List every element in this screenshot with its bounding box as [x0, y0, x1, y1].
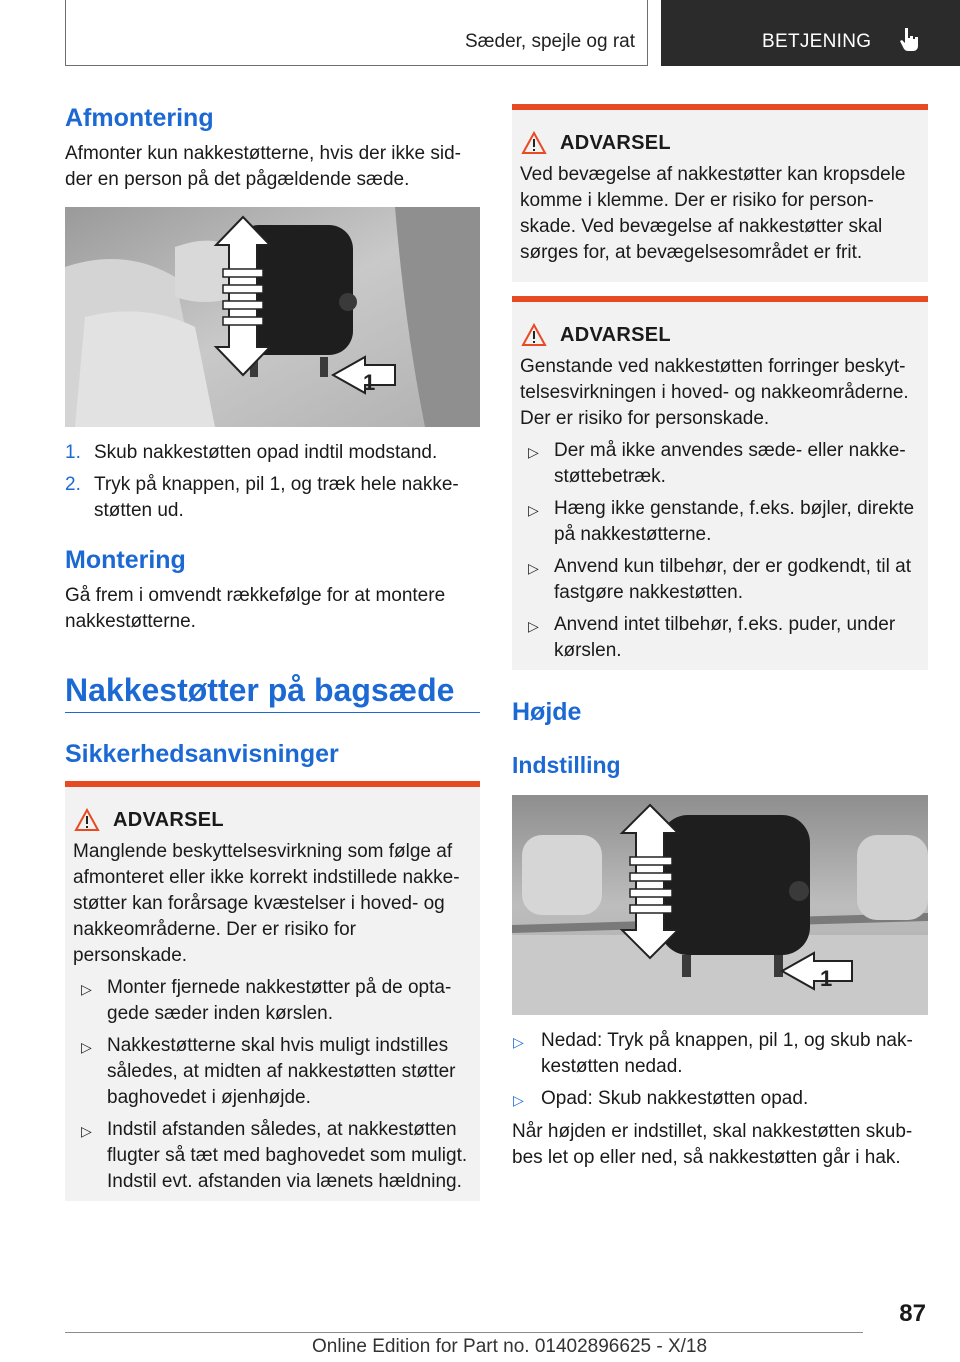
list-item: 1. Skub nakkestøtten opad indtil modstand.: [65, 442, 438, 463]
image2-callout: 1: [820, 966, 833, 991]
main-heading: Nakkestøtter på bagsæde: [65, 672, 455, 708]
heading-rule: [65, 712, 480, 713]
hojde-heading: Højde: [512, 698, 582, 726]
list-item: ▷ Anvend kun tilbehør, der er godkendt, til at fastgøre nakkestøtten.: [528, 556, 911, 603]
list-item: ▷ Hæng ikke genstande, f.eks. bøjler, direkte på nakkestøtterne.: [528, 498, 915, 545]
warning-box-objects: [512, 296, 928, 670]
page-number: 87: [899, 1300, 926, 1327]
warning-text: Manglende beskyttelsesvirkning som følge af afmonteret eller ikke korrekt indstillede nakkestøtter kan forårsage kvæstelser i hoved- og nakkeområderne. Der er risiko for personskade.: [73, 841, 460, 966]
triangle-bullet-icon: ▷: [513, 1092, 524, 1108]
safety-heading: Sikkerhedsanvisninger: [65, 740, 339, 768]
closing-text: Når højden er indstillet, skal nakkestøtten skubbes let op eller ned, så nakkestøtten går i hak.: [512, 1121, 913, 1168]
warning-title: ADVARSEL: [560, 132, 671, 154]
list-item: ▷ Nakkestøtterne skal hvis muligt indstilles således, at midten af nakkestøtten støtter baghovedet i øjenhøjde.: [81, 1035, 456, 1108]
list-item: ▷ Opad: Skub nakkestøtten opad.: [512, 1086, 928, 1112]
afmontering-text: Afmonter kun nakkestøtterne, hvis der ikke sidder en person på det pågældende sæde.: [65, 143, 461, 190]
header-chapter-title: BETJENING: [762, 31, 872, 52]
triangle-bullet-icon: ▷: [528, 618, 539, 634]
indstilling-heading: Indstilling: [512, 752, 621, 778]
triangle-bullet-icon: ▷: [528, 560, 539, 576]
headrest-height-image: [512, 795, 928, 1015]
warning-box-clamping: [512, 104, 928, 282]
removal-steps: [65, 440, 475, 530]
image1-callout: 1: [363, 370, 376, 395]
afmontering-heading: Afmontering: [65, 104, 214, 132]
warning-triangle-icon: [521, 323, 547, 347]
list-item: ▷ Der må ikke anvendes sæde- eller nakkestøttebetræk.: [528, 440, 906, 487]
triangle-bullet-icon: ▷: [528, 502, 539, 518]
warning-triangle-icon: [521, 131, 547, 155]
montering-heading: Montering: [65, 546, 186, 574]
height-steps: [512, 1028, 928, 1118]
montering-text: Gå frem i omvendt rækkefølge for at montere nakkestøtterne.: [65, 585, 446, 632]
headrest-removal-image: [65, 207, 480, 427]
header-section-title: Sæder, spejle og rat: [464, 31, 635, 52]
list-item: ▷ Monter fjernede nakkestøtter på de optagede sæder inden kørslen.: [81, 977, 452, 1024]
triangle-bullet-icon: ▷: [81, 981, 92, 997]
warning-title: ADVARSEL: [113, 809, 224, 831]
triangle-bullet-icon: ▷: [81, 1123, 92, 1139]
warning-title: ADVARSEL: [560, 324, 671, 346]
warning-text: Ved bevægelse af nakkestøtter kan kropsdele komme i klemme. Der er risiko for personskade. Ved bevægelse af nakkestøtter skal sørges for, at bevægelsesområdet er frit.: [520, 164, 906, 263]
pointing-hand-icon: [897, 26, 923, 52]
triangle-bullet-icon: ▷: [513, 1034, 524, 1050]
warning-box: [65, 781, 480, 1201]
footer-rule: [65, 1332, 863, 1333]
list-item: ▷ Nedad: Tryk på knappen, pil 1, og skub nakkestøtten nedad.: [513, 1030, 913, 1077]
warning-triangle-icon: [74, 808, 100, 832]
list-item: 2. Tryk på knappen, pil 1, og træk hele nakkestøtten ud.: [65, 474, 459, 521]
triangle-bullet-icon: ▷: [528, 444, 539, 460]
list-item: ▷ Anvend intet tilbehør, f.eks. puder, under kørslen.: [528, 614, 896, 661]
triangle-bullet-icon: ▷: [81, 1039, 92, 1055]
list-item: ▷ Indstil afstanden således, at nakkestøtten flugter så tæt med baghovedet som muligt. Indstil evt. afstanden via lænets hældning.: [81, 1119, 468, 1192]
header-chapter-tab: [661, 0, 960, 66]
header-section-tab: [65, 0, 648, 66]
warning-text: Genstande ved nakkestøtten forringer beskyttelsesvirkningen i hoved- og nakkeområderne. Der er risiko for personskade.: [520, 356, 909, 429]
footer-edition: Online Edition for Part no. 01402896625 - X/18: [312, 1336, 708, 1357]
